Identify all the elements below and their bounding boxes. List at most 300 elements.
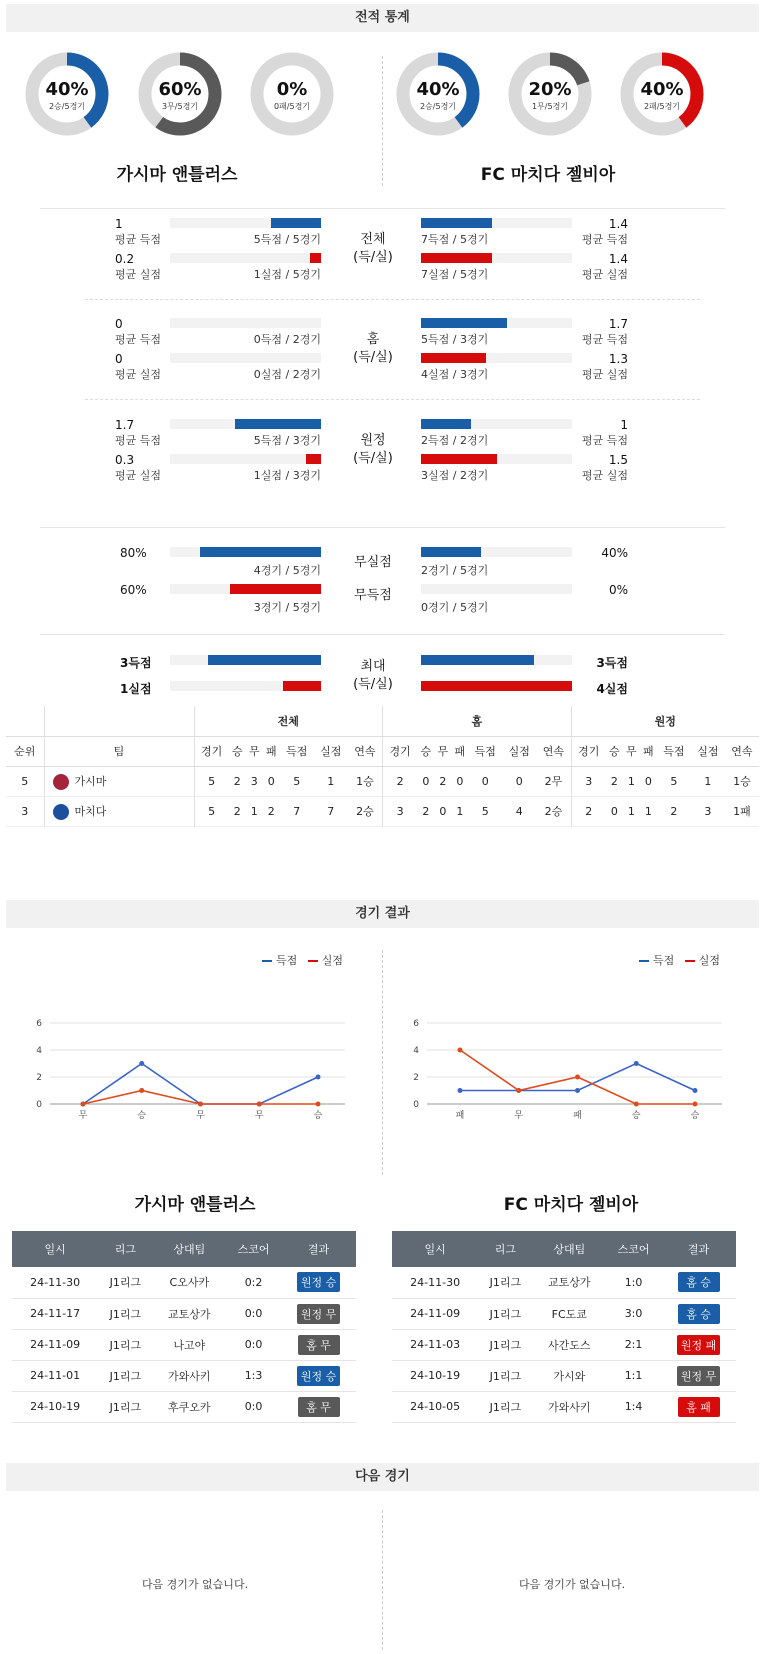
no-next-match-away: 다음 경기가 없습니다. (518, 1578, 626, 1591)
match-score: 1:1 (606, 1360, 661, 1391)
away-score-caption: 7득점 / 5경기 (421, 233, 489, 246)
home-max-score: 3득점 (120, 656, 152, 670)
donut-percent: 40% (640, 79, 684, 100)
away-nogoal-caption: 0경기 / 5경기 (421, 601, 489, 614)
match-score: 1:4 (606, 1391, 661, 1422)
donut-caption: 1무/5경기 (531, 102, 569, 111)
result-badge: 홈 승 (678, 1272, 720, 1292)
team-cell[interactable] (44, 766, 194, 796)
rank-group-header: 홈 (383, 706, 572, 736)
rank-column-header: 경기 (194, 736, 229, 766)
bar-fill (235, 419, 321, 429)
home-max-concede: 1실점 (120, 682, 152, 696)
match-score: 1:3 (226, 1360, 281, 1391)
team-emblem-icon (53, 804, 69, 820)
bar-fill (421, 253, 492, 263)
rank-column-header: 패 (263, 736, 280, 766)
stat-cell: 1승 (725, 766, 759, 796)
away-avg-score: 1.7 (608, 317, 628, 331)
results-column-header: 상대팀 (153, 1231, 226, 1267)
avg-score-label: 평균 득점 (115, 233, 162, 246)
match-score: 0:0 (226, 1391, 281, 1422)
data-point (458, 1088, 463, 1093)
block-subtitle: (득/실) (353, 451, 393, 466)
bar-fill (421, 318, 507, 328)
donut-caption: 3무/5경기 (161, 102, 199, 111)
bar-fill (208, 655, 321, 665)
stat-cell: 3 (691, 796, 725, 826)
away-clean-sheet: 40% (601, 546, 628, 560)
match-score: 0:0 (226, 1329, 281, 1360)
avg-score-label: 평균 득점 (115, 333, 162, 346)
away-avg-score: 1 (620, 418, 628, 432)
away-avg-score: 1.4 (608, 217, 628, 231)
bar-fill (421, 419, 471, 429)
rank-column-header: 실점 (691, 736, 725, 766)
data-point (634, 1061, 639, 1066)
section-header-record: 전적 통계 (6, 4, 759, 32)
bar-fill (271, 218, 321, 228)
divider (382, 56, 383, 186)
table-row (6, 766, 759, 796)
stat-cell: 2 (434, 766, 451, 796)
rank-group-header: 원정 (571, 706, 759, 736)
avg-score-label: 평균 득점 (581, 233, 628, 246)
match-league: J1리그 (478, 1298, 532, 1329)
stat-cell: 2 (229, 796, 246, 826)
stat-cell: 3 (246, 766, 263, 796)
donut-percent: 20% (528, 79, 572, 100)
block-title: 원정 (360, 433, 386, 448)
match-opponent: 나고야 (153, 1329, 226, 1360)
stat-cell: 2승 (536, 796, 571, 826)
empty-cell (6, 706, 44, 736)
y-tick-label: 4 (413, 1046, 419, 1056)
table-row (392, 1298, 736, 1329)
result-badge: 원정 무 (297, 1304, 340, 1324)
avg-score-label: 평균 득점 (115, 434, 162, 447)
avg-concede-label: 평균 실점 (115, 268, 162, 281)
match-opponent: C오사카 (153, 1267, 226, 1298)
stat-cell: 2 (383, 766, 418, 796)
data-point (316, 1102, 321, 1107)
away-score-caption: 2득점 / 2경기 (421, 434, 489, 447)
stat-cell: 3 (571, 766, 606, 796)
home-avg-score: 1 (115, 217, 123, 231)
match-score: 3:0 (606, 1298, 661, 1329)
stat-cell: 0 (502, 766, 536, 796)
block-title-nogoal: 무득점 (354, 588, 392, 603)
avg-concede-label: 평균 실점 (581, 469, 628, 482)
stat-cell: 5 (468, 796, 502, 826)
rank-column-header: 실점 (502, 736, 536, 766)
away-concede-caption: 7실점 / 5경기 (421, 268, 489, 281)
stat-cell: 2 (229, 766, 246, 796)
rank-column-header: 경기 (571, 736, 606, 766)
donut-caption: 2승/5경기 (419, 102, 457, 111)
match-league: J1리그 (478, 1329, 532, 1360)
y-tick-label: 2 (413, 1073, 419, 1083)
result-badge: 원정 승 (297, 1366, 340, 1386)
bar-fill (421, 353, 486, 363)
rank-table (6, 706, 759, 827)
away-score-caption: 5득점 / 3경기 (421, 333, 489, 346)
home-avg-concede: 0.3 (115, 453, 135, 467)
data-point (139, 1061, 144, 1066)
bar-fill (283, 681, 321, 691)
divider (85, 399, 700, 400)
away-clean-caption: 2경기 / 5경기 (421, 564, 489, 577)
rank-column-header: 경기 (383, 736, 418, 766)
result-badge: 원정 무 (677, 1366, 720, 1386)
divider (40, 527, 725, 528)
match-result-cell (661, 1360, 736, 1391)
data-point (198, 1102, 203, 1107)
home-avg-score: 1.7 (115, 418, 135, 432)
legend-concede-swatch (685, 960, 695, 962)
rank-column-header: 연속 (348, 736, 383, 766)
table-row (392, 1391, 736, 1422)
stat-cell: 1 (691, 766, 725, 796)
donut-percent: 40% (416, 79, 460, 100)
match-opponent: FC도쿄 (533, 1298, 606, 1329)
stat-cell: 2승 (348, 796, 383, 826)
home-clean-sheet: 80% (120, 546, 147, 560)
results-column-header: 리그 (98, 1231, 152, 1267)
donut-percent: 40% (45, 79, 89, 100)
table-row (12, 1298, 356, 1329)
donut-percent: 0% (276, 79, 308, 100)
donut-caption: 2패/5경기 (643, 102, 681, 111)
results-table-away (392, 1231, 736, 1423)
bar-fill (421, 681, 572, 691)
data-point (634, 1102, 639, 1107)
table-row (392, 1329, 736, 1360)
bar-track (170, 454, 321, 464)
stat-cell: 1패 (725, 796, 759, 826)
match-league: J1리그 (478, 1360, 532, 1391)
match-score: 0:2 (226, 1267, 281, 1298)
block-subtitle: (득/실) (353, 677, 393, 692)
rank-column-header: 득점 (280, 736, 314, 766)
stat-cell: 1 (623, 766, 640, 796)
stat-cell: 2 (657, 796, 691, 826)
away-max-score: 3득점 (596, 656, 628, 670)
result-badge: 원정 승 (297, 1272, 340, 1292)
table-row (392, 1360, 736, 1391)
x-tick-label: 승 (313, 1111, 323, 1121)
rank-cell: 5 (6, 766, 44, 796)
avg-score-label: 평균 득점 (581, 333, 628, 346)
away-team-title: FC 마치다 젤비아 (480, 165, 616, 185)
rank-column-header: 무 (623, 736, 640, 766)
bar-fill (421, 218, 492, 228)
line-chart-home (30, 1005, 370, 1170)
bar-fill (200, 547, 321, 557)
rank-group-header: 전체 (194, 706, 383, 736)
table-row (6, 796, 759, 826)
legend-concede-swatch (308, 960, 318, 962)
x-tick-label: 무 (78, 1111, 88, 1121)
bar-track (421, 584, 572, 594)
rank-column-header: 패 (451, 736, 468, 766)
match-score: 2:1 (606, 1329, 661, 1360)
chart-legend-away (639, 952, 720, 968)
stat-cell: 1 (451, 796, 468, 826)
results-column-header: 스코어 (226, 1231, 281, 1267)
data-point (139, 1088, 144, 1093)
match-opponent: 교토상가 (153, 1298, 226, 1329)
avg-concede-label: 평균 실점 (581, 368, 628, 381)
match-result-cell (281, 1267, 356, 1298)
bar-fill (230, 584, 321, 594)
x-tick-label: 패 (455, 1111, 465, 1121)
bar-fill (421, 547, 481, 557)
stat-cell: 3 (383, 796, 418, 826)
divider (85, 299, 700, 300)
home-avg-concede: 0.2 (115, 252, 135, 266)
team-name: 마치다 (74, 804, 107, 818)
x-tick-label: 승 (137, 1111, 147, 1121)
away-concede-caption: 4실점 / 3경기 (421, 368, 489, 381)
team-name: 가시마 (74, 774, 107, 788)
match-opponent: 가시와 (533, 1360, 606, 1391)
match-opponent: 가와사키 (533, 1391, 606, 1422)
data-point (693, 1102, 698, 1107)
match-league: J1리그 (98, 1329, 152, 1360)
y-tick-label: 2 (36, 1073, 42, 1083)
match-result-cell (661, 1298, 736, 1329)
stat-cell: 0 (263, 766, 280, 796)
home-score-caption: 5득점 / 5경기 (253, 233, 321, 246)
stat-cell: 1 (314, 766, 348, 796)
results-column-header: 일시 (392, 1231, 478, 1267)
match-date: 24-11-30 (392, 1267, 478, 1298)
rank-column-header: 승 (229, 736, 246, 766)
home-team-title: 가시마 앤틀러스 (134, 1195, 256, 1215)
donut-caption: 0패/5경기 (273, 102, 311, 111)
results-column-header: 결과 (281, 1231, 356, 1267)
stat-cell: 2 (417, 796, 434, 826)
data-point (316, 1075, 321, 1080)
match-league: J1리그 (478, 1391, 532, 1422)
results-column-header: 스코어 (606, 1231, 661, 1267)
match-date: 24-11-03 (392, 1329, 478, 1360)
stat-cell: 0 (640, 766, 657, 796)
match-date: 24-10-19 (12, 1391, 98, 1422)
match-opponent: 사간도스 (533, 1329, 606, 1360)
results-column-header: 상대팀 (533, 1231, 606, 1267)
divider (382, 1510, 383, 1650)
result-badge: 홈 승 (678, 1304, 720, 1324)
match-score: 0:0 (226, 1298, 281, 1329)
avg-score-label: 평균 득점 (581, 434, 628, 447)
y-tick-label: 4 (36, 1046, 42, 1056)
legend-concede-label: 실점 (321, 954, 344, 967)
rank-column-header: 패 (640, 736, 657, 766)
series-line (83, 1064, 318, 1105)
rank-column-header: 순위 (6, 736, 44, 766)
match-league: J1리그 (98, 1267, 152, 1298)
block-title: 홈 (366, 332, 380, 347)
legend-score-swatch (262, 960, 272, 962)
results-column-header: 일시 (12, 1231, 98, 1267)
home-team-title: 가시마 앤틀러스 (116, 165, 238, 185)
away-avg-concede: 1.3 (608, 352, 628, 366)
match-date: 24-11-01 (12, 1360, 98, 1391)
match-score: 1:0 (606, 1267, 661, 1298)
home-avg-concede: 0 (115, 352, 123, 366)
avg-concede-label: 평균 실점 (115, 368, 162, 381)
bar-track (170, 353, 321, 363)
bar-fill (306, 454, 321, 464)
result-badge: 홈 무 (298, 1397, 340, 1417)
data-point (693, 1088, 698, 1093)
rank-column-header: 득점 (657, 736, 691, 766)
donut-chart (396, 52, 480, 136)
home-concede-caption: 0실점 / 2경기 (253, 368, 321, 381)
stat-cell: 0 (468, 766, 502, 796)
away-team-title: FC 마치다 젤비아 (503, 1195, 639, 1215)
bar-track (170, 253, 321, 263)
home-score-caption: 0득점 / 2경기 (253, 333, 321, 346)
stat-cell: 5 (194, 796, 229, 826)
stat-cell: 1 (623, 796, 640, 826)
rank-column-header: 연속 (725, 736, 759, 766)
result-badge: 원정 패 (677, 1335, 720, 1355)
table-row (12, 1360, 356, 1391)
match-date: 24-10-19 (392, 1360, 478, 1391)
bar-fill (310, 253, 321, 263)
result-badge: 홈 무 (298, 1335, 340, 1355)
stat-cell: 7 (314, 796, 348, 826)
away-avg-concede: 1.5 (608, 453, 628, 467)
away-avg-concede: 1.4 (608, 252, 628, 266)
stat-cell: 0 (417, 766, 434, 796)
data-point (516, 1088, 521, 1093)
line-chart-away (407, 1005, 747, 1170)
data-point (257, 1102, 262, 1107)
rank-column-header: 승 (606, 736, 623, 766)
stat-cell: 1 (246, 796, 263, 826)
match-opponent: 교토상가 (533, 1267, 606, 1298)
home-clean-caption: 4경기 / 5경기 (253, 564, 321, 577)
x-tick-label: 무 (254, 1111, 264, 1121)
donut-chart (250, 52, 334, 136)
match-date: 24-10-05 (392, 1391, 478, 1422)
match-league: J1리그 (478, 1267, 532, 1298)
stat-cell: 1 (640, 796, 657, 826)
away-max-concede: 4실점 (596, 682, 628, 696)
match-result-cell (281, 1298, 356, 1329)
rank-column-header: 팀 (44, 736, 194, 766)
match-league: J1리그 (98, 1298, 152, 1329)
stat-cell: 7 (280, 796, 314, 826)
legend-concede-label: 실점 (698, 954, 721, 967)
team-emblem-icon (53, 774, 69, 790)
match-league: J1리그 (98, 1391, 152, 1422)
stat-cell: 2 (571, 796, 606, 826)
table-row (12, 1329, 356, 1360)
home-concede-caption: 1실점 / 3경기 (253, 469, 321, 482)
home-nogoal-caption: 3경기 / 5경기 (253, 601, 321, 614)
y-tick-label: 0 (413, 1100, 419, 1110)
no-next-match-home: 다음 경기가 없습니다. (141, 1578, 249, 1591)
x-tick-label: 무 (514, 1111, 524, 1121)
stat-cell: 5 (280, 766, 314, 796)
y-tick-label: 6 (413, 1019, 419, 1029)
match-opponent: 후쿠오카 (153, 1391, 226, 1422)
donut-chart (138, 52, 222, 136)
legend-score-label: 득점 (276, 954, 298, 967)
results-table-home (12, 1231, 356, 1423)
stat-cell: 5 (657, 766, 691, 796)
table-row (12, 1391, 356, 1422)
match-result-cell (661, 1391, 736, 1422)
bar-track (170, 318, 321, 328)
table-row (392, 1267, 736, 1298)
results-column-header: 결과 (661, 1231, 736, 1267)
match-result-cell (661, 1267, 736, 1298)
empty-cell (44, 706, 194, 736)
rank-column-header: 실점 (314, 736, 348, 766)
bar-fill (421, 454, 497, 464)
rank-column-header: 득점 (468, 736, 502, 766)
stat-cell: 2무 (536, 766, 571, 796)
results-column-header: 리그 (478, 1231, 532, 1267)
block-title: 최대 (360, 659, 386, 674)
match-league: J1리그 (98, 1360, 152, 1391)
block-subtitle: (득/실) (353, 250, 393, 265)
data-point (575, 1088, 580, 1093)
avg-concede-label: 평균 실점 (115, 469, 162, 482)
avg-concede-label: 평균 실점 (581, 268, 628, 281)
match-date: 24-11-09 (12, 1329, 98, 1360)
rank-column-header: 무 (246, 736, 263, 766)
stat-cell: 1승 (348, 766, 383, 796)
data-point (458, 1048, 463, 1053)
section-header-results: 경기 결과 (6, 900, 759, 928)
y-tick-label: 0 (36, 1100, 42, 1110)
home-concede-caption: 1실점 / 5경기 (253, 268, 321, 281)
team-cell[interactable] (44, 796, 194, 826)
match-result-cell (661, 1329, 736, 1360)
match-result-cell (281, 1391, 356, 1422)
stat-cell: 4 (502, 796, 536, 826)
donut-caption: 2승/5경기 (48, 102, 86, 111)
match-date: 24-11-30 (12, 1267, 98, 1298)
x-tick-label: 승 (690, 1111, 700, 1121)
stat-cell: 0 (451, 766, 468, 796)
rank-group-row (6, 706, 759, 736)
divider (40, 208, 725, 209)
match-result-cell (281, 1329, 356, 1360)
bar-fill (421, 655, 534, 665)
away-no-goal: 0% (608, 583, 628, 597)
match-date: 24-11-09 (392, 1298, 478, 1329)
rank-column-header: 연속 (536, 736, 571, 766)
home-no-goal: 60% (120, 583, 147, 597)
stat-cell: 0 (606, 796, 623, 826)
stat-cell: 2 (606, 766, 623, 796)
block-title-clean: 무실점 (354, 555, 392, 570)
x-tick-label: 무 (196, 1111, 205, 1121)
y-tick-label: 6 (36, 1019, 42, 1029)
donut-chart (508, 52, 592, 136)
match-result-cell (281, 1360, 356, 1391)
data-point (575, 1075, 580, 1080)
block-subtitle: (득/실) (353, 350, 393, 365)
